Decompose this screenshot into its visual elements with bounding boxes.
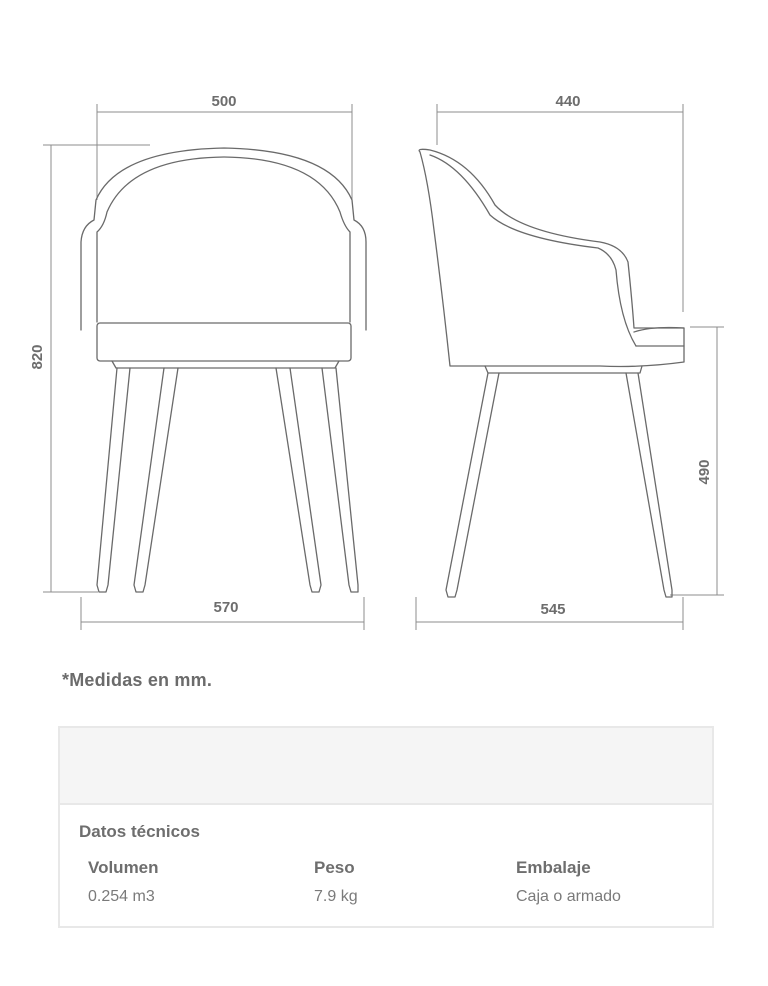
- dimension-seat-height: [670, 327, 724, 595]
- chair-front-view: [81, 148, 366, 592]
- dimension-front-width: [97, 93, 352, 200]
- technical-data-panel: [58, 726, 714, 928]
- spec-volume-value: 0.254 m3: [88, 888, 155, 905]
- spec-weight-label: Peso: [314, 858, 355, 877]
- dimension-seat-height-label: 490: [696, 459, 713, 485]
- spec-weight: [314, 858, 358, 906]
- dimension-side-depth-label: 440: [555, 93, 581, 110]
- measurement-note: *Medidas en mm.: [62, 670, 213, 690]
- dimension-total-height-label: 820: [29, 344, 46, 370]
- dimension-front-base-width-label: 570: [213, 599, 239, 616]
- spec-weight-value: 7.9 kg: [314, 888, 358, 905]
- dimension-front-width-label: 500: [211, 93, 237, 110]
- spec-volume: [88, 858, 159, 906]
- dimension-front-base-width: [81, 597, 364, 630]
- chair-side-view: [419, 149, 684, 597]
- spec-volume-label: Volumen: [88, 858, 159, 877]
- spec-packaging-label: Embalaje: [516, 858, 591, 877]
- dimension-side-base-depth-label: 545: [540, 601, 566, 618]
- panel-header-band: [60, 728, 712, 805]
- dimension-side-depth: [437, 93, 683, 312]
- spec-packaging: [516, 858, 621, 906]
- spec-packaging-value: Caja o armado: [516, 888, 621, 905]
- panel-title: Datos técnicos: [79, 822, 200, 841]
- dimension-side-base-depth: [416, 597, 683, 630]
